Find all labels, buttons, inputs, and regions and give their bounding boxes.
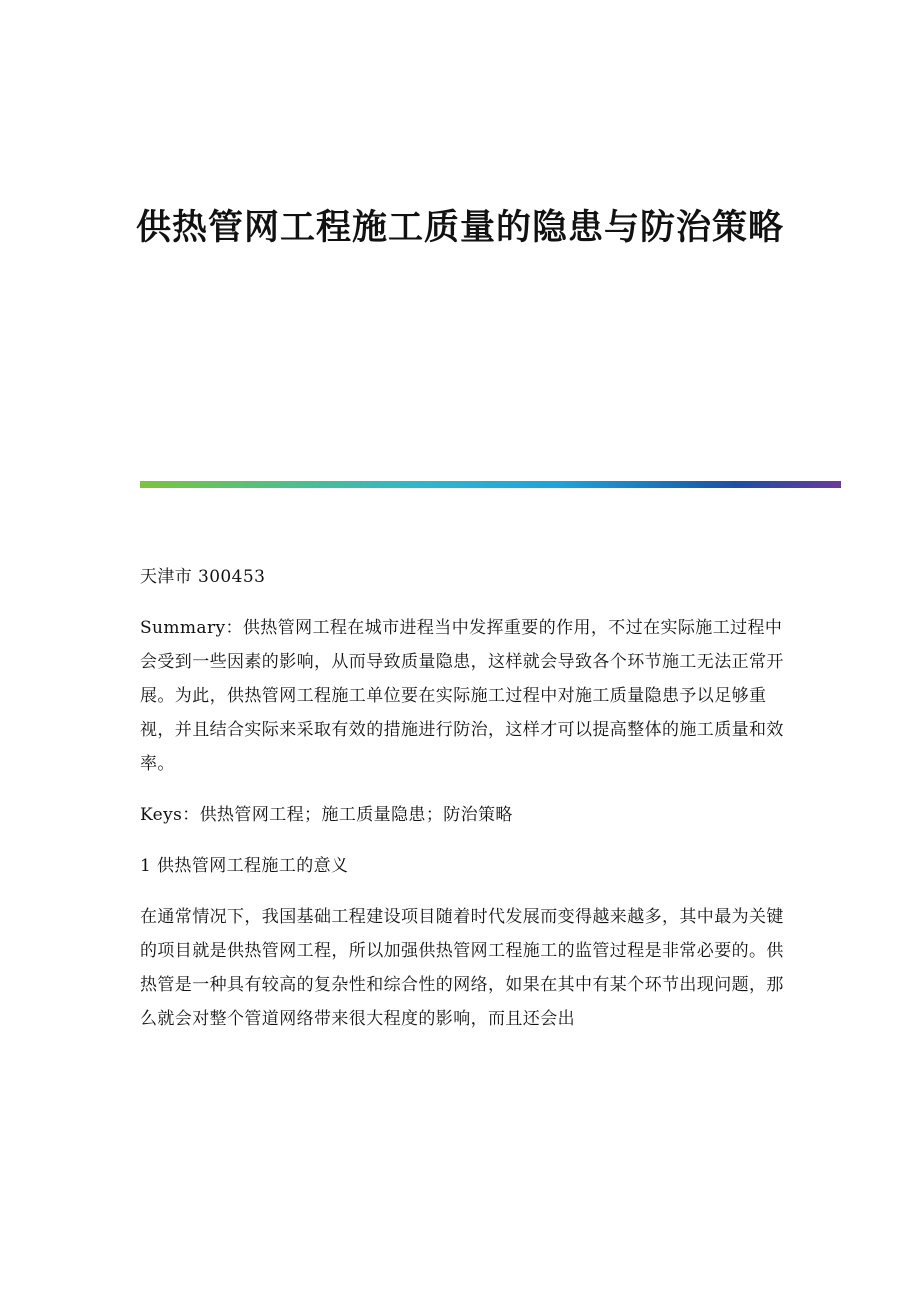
author-address: 天津市 300453	[140, 567, 266, 587]
keywords-line: Keys：供热管网工程；施工质量隐患；防治策略	[140, 805, 513, 825]
document-title: 供热管网工程施工质量的隐患与防治策略	[135, 207, 784, 248]
gradient-divider	[140, 481, 841, 488]
summary-paragraph: Summary：供热管网工程在城市进程当中发挥重要的作用，不过在实际施工过程中会受到一些因素的影响，从而导致质量隐患，这样就会导致各个环节施工无法正常开展。为此，供热管网工程施工单位要在实际施工过程中对施工质量隐患予以足够重视，并且结合实际来采取有效的措施进行防治，这样才可以提高整体的施工质量和效率。	[140, 618, 784, 774]
section-paragraph: 在通常情况下，我国基础工程建设项目随着时代发展而变得越来越多，其中最为关键的项目就是供热管网工程，所以加强供热管网工程施工的监管过程是非常必要的。供热管是一种具有较高的复杂性和综合性的网络，如果在其中有某个环节出现问题，那么就会对整个管道网络带来很大程度的影响，而且还会出	[140, 907, 784, 1029]
document-body	[140, 560, 790, 1053]
section-heading: 1 供热管网工程施工的意义	[140, 856, 349, 876]
